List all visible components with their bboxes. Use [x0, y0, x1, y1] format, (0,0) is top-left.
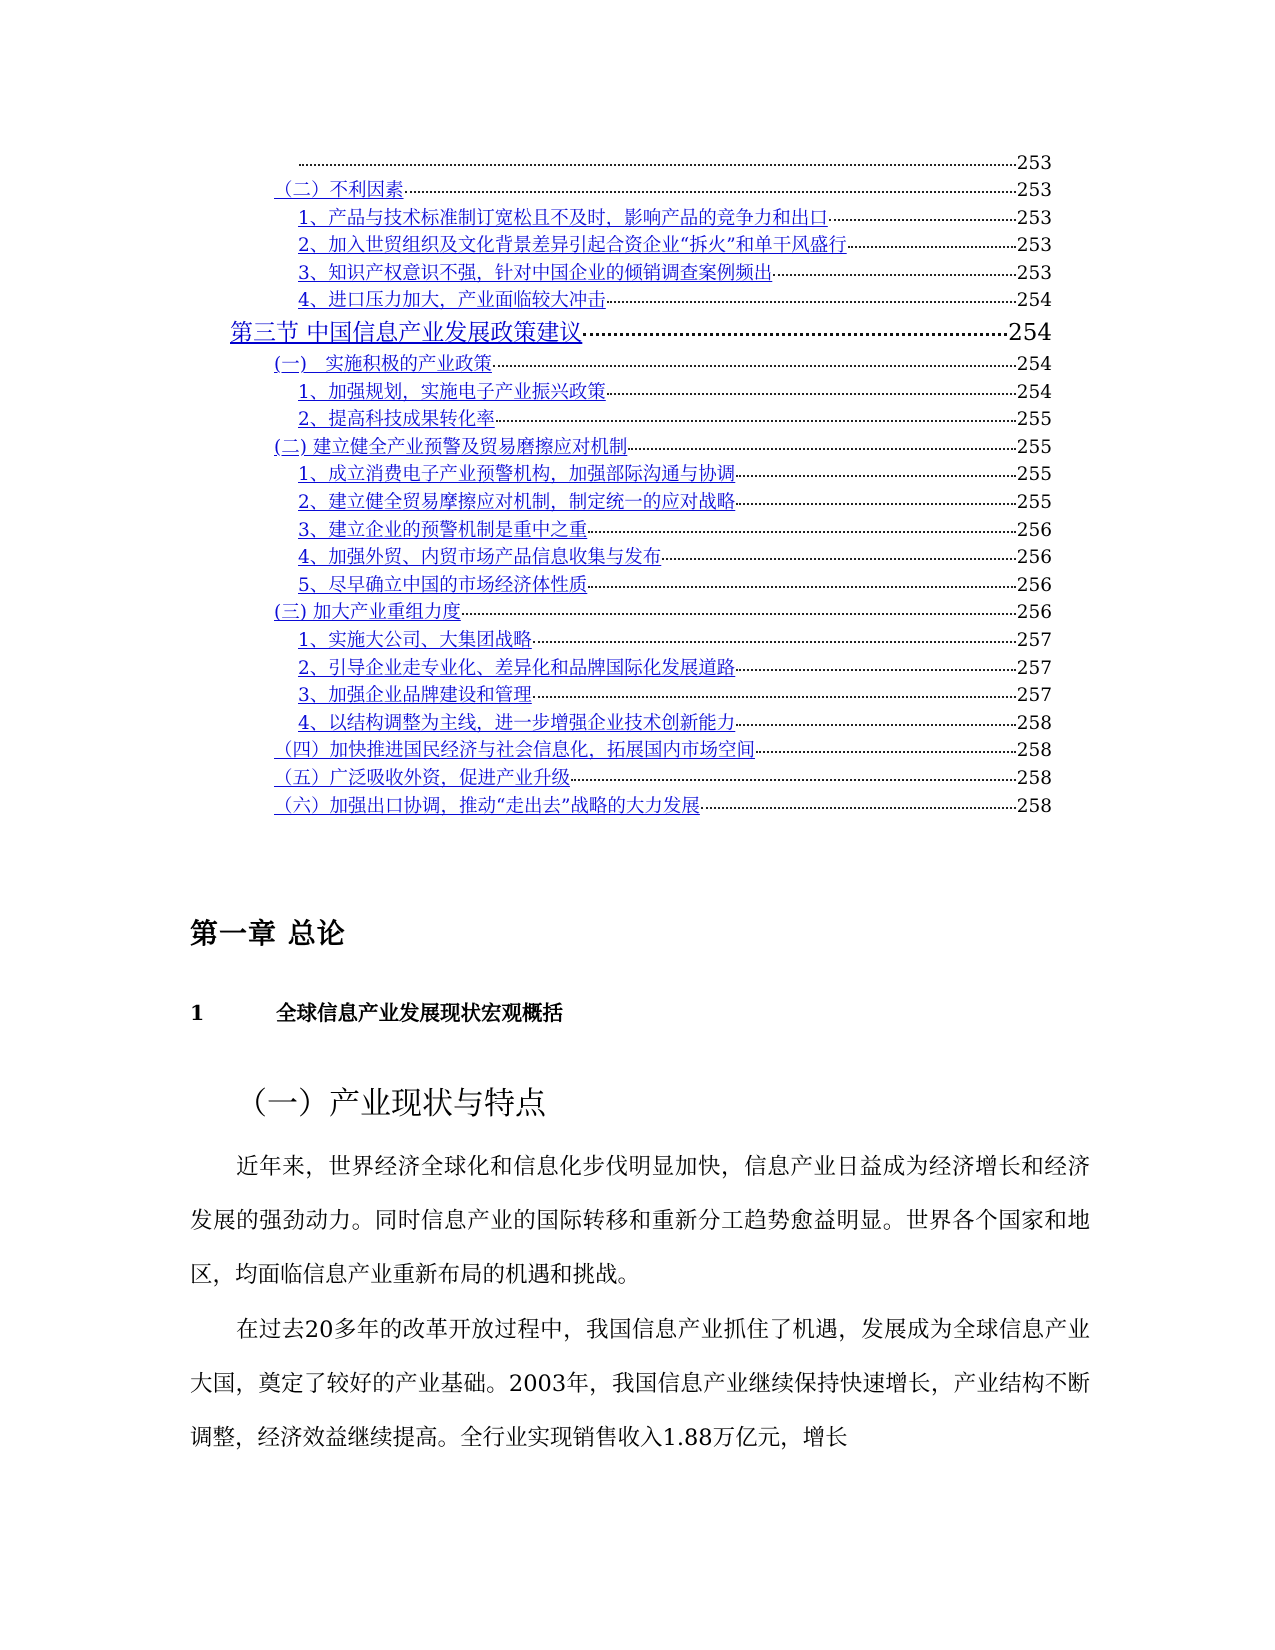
toc-leader-dots — [496, 402, 1016, 423]
toc-leader-dots — [736, 485, 1015, 506]
toc-leader-dots — [848, 228, 1016, 249]
toc-leader-dots — [756, 733, 1016, 754]
toc-entry-link[interactable]: 1、实施大公司、大集团战略 — [298, 630, 532, 651]
toc-leader-dots — [628, 429, 1015, 450]
paragraph-text: 近年来，世界经济全球化和信息化步伐明显加快，信息产业日益成为经济增长和经济发展的强劲动力。同时信息产业的国际转移和重新分工趋势愈益明显。世界各个国家和地区，均面临信息产业重新布局的机遇和挑战。 — [190, 1154, 1090, 1288]
toc-page-number: 253 — [1016, 180, 1052, 202]
toc-entry[interactable] — [230, 405, 1052, 433]
toc-entry-link[interactable]: 1、产品与技术标准制订宽松且不及时，影响产品的竞争力和出口 — [298, 207, 828, 229]
toc-entry[interactable] — [230, 626, 1052, 654]
toc-entry[interactable] — [230, 598, 1052, 626]
toc-page-number: 256 — [1016, 519, 1052, 541]
toc-entry[interactable] — [230, 570, 1052, 598]
toc-page-number: 254 — [1016, 290, 1052, 312]
toc-leader-dots — [607, 283, 1016, 304]
toc-entry-link[interactable]: 4、加强外贸、内贸市场产品信息收集与发布 — [298, 547, 662, 569]
toc-leader-dots — [662, 540, 1015, 561]
toc-entry-link[interactable]: 5、尽早确立中国的市场经济体性质 — [298, 574, 588, 596]
body-paragraph-1 — [190, 1140, 1090, 1302]
toc-leader-dots — [493, 347, 1016, 368]
toc-leader-dots — [462, 595, 1016, 616]
toc-leader-dots — [736, 650, 1015, 671]
toc-leader-dots — [405, 173, 1016, 194]
toc-leader-dots — [533, 678, 1016, 699]
toc-leader-dots — [607, 374, 1016, 395]
toc-entry-link[interactable]: 2、建立健全贸易摩擦应对机制，制定统一的应对战略 — [298, 492, 736, 514]
toc-leader-dots — [571, 760, 1016, 781]
table-of-contents — [230, 148, 1052, 819]
toc-page-number: 255 — [1016, 464, 1052, 486]
toc-leader-dots — [588, 512, 1015, 533]
toc-leader-dots — [736, 705, 1015, 726]
toc-entry-link[interactable]: 4、进口压力加大，产业面临较大冲击 — [298, 290, 606, 312]
toc-leader-dots — [588, 567, 1015, 588]
toc-entry[interactable] — [230, 515, 1052, 543]
toc-page-number: 253 — [1016, 207, 1052, 229]
toc-entry-link[interactable]: 2、加入世贸组织及文化背景差异引起合资企业“拆火”和单干风盛行 — [298, 235, 847, 257]
toc-entry-link[interactable]: 3、建立企业的预警机制是重中之重 — [298, 519, 588, 541]
toc-page-number: 253 — [1016, 235, 1052, 257]
section-title: 全球信息产业发展现状宏观概括 — [276, 1001, 563, 1025]
toc-entry-link[interactable]: 1、成立消费电子产业预警机构，加强部际沟通与协调 — [298, 464, 736, 486]
toc-entry[interactable] — [230, 231, 1052, 259]
toc-entry[interactable] — [230, 791, 1052, 819]
toc-page-number: 253 — [1016, 152, 1052, 174]
toc-page-number: 254 — [1016, 354, 1052, 376]
toc-page-number: 256 — [1016, 602, 1052, 624]
toc-entry[interactable] — [230, 653, 1052, 681]
toc-entry-link[interactable]: (二) 建立健全产业预警及贸易磨擦应对机制 — [274, 436, 628, 458]
toc-entry[interactable] — [230, 176, 1052, 204]
toc-page-number: 257 — [1016, 685, 1052, 707]
chapter-title: 第一章 总论 — [190, 917, 346, 950]
toc-leader-dots — [773, 255, 1015, 276]
toc-entry[interactable] — [230, 148, 1052, 176]
body-paragraph-2 — [190, 1303, 1090, 1465]
toc-entry[interactable] — [230, 708, 1052, 736]
subsection-heading: （一）产业现状与特点 — [236, 1086, 546, 1122]
toc-entry-link[interactable]: 3、加强企业品牌建设和管理 — [298, 685, 532, 707]
paragraph-text: 在过去20多年的改革开放过程中，我国信息产业抓住了机遇，发展成为全球信息产业大国，奠定了较好的产业基础。2003年，我国信息产业继续保持快速增长，产业结构不断调整，经济效益继续提高。全行业实现销售收入1.88万亿元，增长 — [190, 1317, 1090, 1451]
toc-leader-dots — [829, 200, 1016, 221]
toc-page-number: 257 — [1016, 657, 1052, 679]
toc-entry-link[interactable]: 4、以结构调整为主线，进一步增强企业技术创新能力 — [298, 712, 736, 734]
toc-leader-dots — [583, 310, 1007, 336]
toc-entry[interactable] — [230, 432, 1052, 460]
toc-entry[interactable] — [230, 377, 1052, 405]
toc-entry[interactable] — [230, 460, 1052, 488]
toc-page-number: 258 — [1016, 767, 1052, 789]
toc-entry-link[interactable]: （五）广泛吸收外资，促进产业升级 — [274, 767, 571, 789]
toc-entry-link[interactable]: 第三节 中国信息产业发展政策建议 — [230, 319, 583, 346]
section-heading — [190, 996, 563, 1026]
toc-entry[interactable] — [230, 314, 1052, 350]
toc-page-number: 255 — [1016, 436, 1052, 458]
toc-entry[interactable] — [230, 543, 1052, 571]
toc-page-number: 254 — [1016, 381, 1052, 403]
toc-entry[interactable] — [230, 681, 1052, 709]
toc-page-number: 255 — [1016, 492, 1052, 514]
toc-leader-dots — [533, 623, 1016, 644]
toc-entry-link[interactable]: 1、加强规划，实施电子产业振兴政策 — [298, 381, 606, 403]
toc-leader-dots — [701, 788, 1016, 809]
toc-entry[interactable] — [230, 736, 1052, 764]
toc-page-number: 254 — [1008, 319, 1052, 346]
toc-entry[interactable] — [230, 763, 1052, 791]
toc-entry-link[interactable]: 2、引导企业走专业化、差异化和品牌国际化发展道路 — [298, 657, 736, 679]
toc-page-number: 256 — [1016, 547, 1052, 569]
toc-entry[interactable] — [230, 258, 1052, 286]
toc-leader-dots — [299, 145, 1016, 166]
toc-entry-link[interactable]: 2、提高科技成果转化率 — [298, 409, 495, 431]
toc-entry-link[interactable]: （四）加快推进国民经济与社会信息化，拓展国内市场空间 — [274, 740, 756, 762]
toc-entry[interactable] — [230, 488, 1052, 516]
toc-entry-link[interactable]: (三) 加大产业重组力度 — [274, 602, 461, 624]
toc-page-number: 258 — [1016, 795, 1052, 817]
toc-page-number: 258 — [1016, 712, 1052, 734]
toc-entry-link[interactable]: 3、知识产权意识不强，针对中国企业的倾销调查案例频出 — [298, 262, 773, 284]
toc-entry[interactable] — [230, 350, 1052, 378]
toc-page-number: 258 — [1016, 740, 1052, 762]
toc-page-number: 257 — [1016, 630, 1052, 651]
toc-entry[interactable] — [230, 203, 1052, 231]
toc-leader-dots — [736, 457, 1015, 478]
section-number: 1 — [190, 1001, 205, 1025]
toc-entry-link[interactable]: (一) 实施积极的产业政策 — [274, 354, 492, 376]
toc-entry-link[interactable]: （六）加强出口协调，推动“走出去”战略的大力发展 — [274, 795, 700, 817]
toc-entry-link[interactable]: （二）不利因素 — [274, 180, 404, 202]
toc-page-number: 255 — [1016, 409, 1052, 431]
toc-page-number: 253 — [1016, 262, 1052, 284]
toc-page-number: 256 — [1016, 574, 1052, 596]
